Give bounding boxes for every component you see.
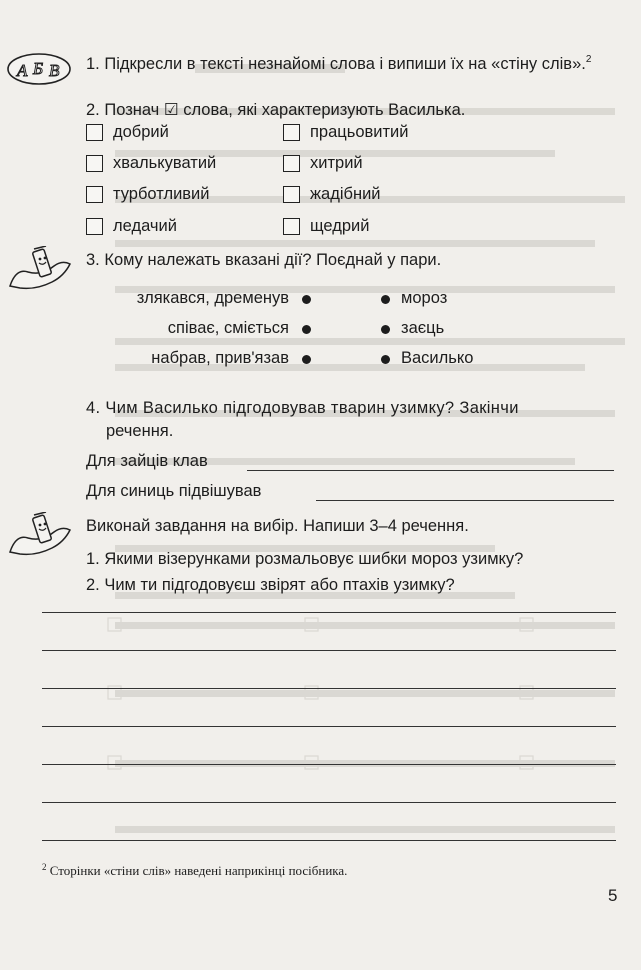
option-dobryi[interactable]: [86, 121, 169, 143]
checkbox[interactable]: [283, 124, 300, 141]
option-label: жадібний: [310, 184, 381, 203]
task3-text: 3. Кому належать вказані дії? Поєднай у пари.: [86, 251, 442, 269]
pair-right-dot-1[interactable]: [381, 295, 390, 304]
pair-right-dot-3[interactable]: [381, 355, 390, 364]
option-khytryi[interactable]: [283, 152, 363, 174]
checkbox[interactable]: [86, 218, 103, 235]
task4-line1: 4. Чим Василько підгодовував тварин узимку? Закінчи: [86, 399, 519, 417]
pair-left-1: злякався, дременув: [136, 289, 289, 307]
option-label: ледачий: [113, 216, 177, 235]
task1-text: [86, 48, 621, 76]
pair-right-3: Василько: [401, 349, 474, 367]
option-zhadibnyi[interactable]: [283, 183, 381, 205]
checkbox[interactable]: [283, 186, 300, 203]
pair-left-2: співає, сміється: [167, 319, 289, 337]
task1-footnote-ref: 2: [585, 54, 592, 65]
option-label: турботливий: [113, 184, 210, 203]
option-label: щедрий: [310, 216, 370, 235]
checkbox[interactable]: [86, 124, 103, 141]
footnote-text: Сторінки «стіни слів» наведені наприкінці посібника.: [49, 863, 348, 878]
page-number: 5: [608, 886, 618, 905]
writing-line-7[interactable]: [42, 840, 616, 841]
icon-letter-v: В: [49, 61, 60, 80]
icon-letter-a: А: [17, 61, 28, 80]
answer1-line[interactable]: [247, 470, 614, 471]
checkbox[interactable]: [283, 218, 300, 235]
icon-letter-b: Б: [33, 59, 44, 78]
choice-question-1: 1. Якими візерунками розмальовує шибки мороз узимку?: [86, 550, 524, 568]
writing-line-2[interactable]: [42, 650, 616, 651]
answer2-line[interactable]: [316, 500, 614, 501]
option-turbotlyvyi[interactable]: [86, 183, 210, 205]
option-pratsovytyi[interactable]: [283, 121, 408, 143]
checkbox[interactable]: [86, 186, 103, 203]
option-label: добрий: [113, 122, 169, 141]
task4-line2: речення.: [106, 422, 174, 440]
task1-body: 1. Підкресли в тексті незнайомі слова і випиши їх на «стіну слів».: [86, 55, 586, 73]
alphabet-icon: [6, 52, 72, 86]
answer2-prompt: Для синиць підвішував: [86, 482, 262, 500]
pair-right-dot-2[interactable]: [381, 325, 390, 334]
option-khvalkuvatyi[interactable]: [86, 152, 216, 174]
pencil-mascot-icon: [6, 246, 76, 294]
option-label: хвалькуватий: [113, 153, 217, 172]
choice-question-2: 2. Чим ти підгодовуєш звірят або птахів узимку?: [86, 576, 455, 594]
option-shchedryi[interactable]: [283, 215, 369, 237]
pair-left-3: набрав, прив'язав: [151, 349, 289, 367]
choice-intro: Виконай завдання на вибір. Напиши 3–4 речення.: [86, 517, 469, 535]
pair-left-dot-1[interactable]: [302, 295, 311, 304]
pair-right-1: мороз: [401, 289, 448, 307]
pair-right-2: заєць: [401, 319, 445, 337]
checkbox[interactable]: [86, 155, 103, 172]
writing-line-5[interactable]: [42, 764, 616, 765]
writing-line-6[interactable]: [42, 802, 616, 803]
writing-line-1[interactable]: [42, 612, 616, 613]
pair-left-dot-3[interactable]: [302, 355, 311, 364]
option-label: хитрий: [310, 153, 363, 172]
writing-line-4[interactable]: [42, 726, 616, 727]
pencil-mascot-icon: [6, 512, 76, 560]
answer1-prompt: Для зайців клав: [86, 452, 208, 470]
footnote: [42, 862, 347, 879]
task2-text: 2. Познач ☑ слова, які характеризують Василька.: [86, 101, 466, 119]
writing-line-3[interactable]: [42, 688, 616, 689]
option-ledachyi[interactable]: [86, 215, 177, 237]
checkbox[interactable]: [283, 155, 300, 172]
pair-left-dot-2[interactable]: [302, 325, 311, 334]
option-label: працьовитий: [310, 122, 409, 141]
footnote-mark: 2: [42, 862, 47, 872]
